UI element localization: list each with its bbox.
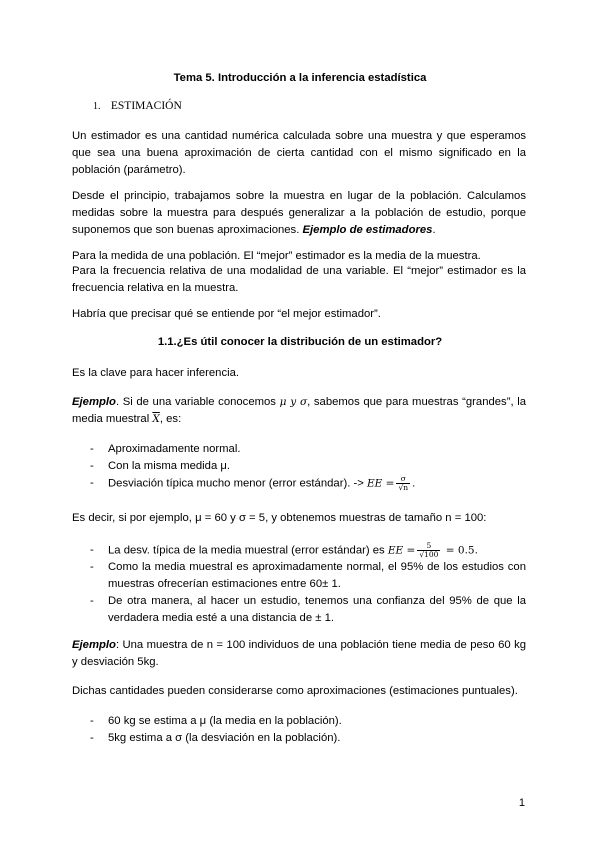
list-estimaciones — [90, 713, 526, 747]
paragraph-mejor-estimador: Habría que precisar qué se entiende por “el mejor estimador”. — [72, 308, 381, 320]
page-title: Tema 5. Introducción a la inferencia estadística — [173, 72, 427, 84]
list-consecuencias — [90, 542, 526, 627]
text-fragment: , sabemos que para muestras “grandes”, la media muestral — [72, 396, 526, 425]
list-item: - De otra manera, al hacer un estudio, tenemos una confianza del 95% de que la verdadera media esté a una distancia de ± 1. — [90, 593, 526, 627]
fraction-5-sqrt-100 — [417, 542, 440, 559]
paragraph-ejemplo-1 — [72, 394, 526, 428]
paragraph-end: . — [432, 224, 436, 236]
paragraph-ejemplo-2 — [72, 637, 526, 671]
ejemplo-label: Ejemplo — [72, 639, 116, 651]
paragraph-clave-inferencia: Es la clave para hacer inferencia. — [72, 367, 240, 379]
text-fragment: La desv. típica de la media muestral (error estándar) es — [108, 544, 388, 557]
paragraph-es-decir: Es decir, si por ejemplo, μ = 60 y σ = 5, y obtenemos muestras de tamaño n = 100: — [72, 512, 487, 524]
paragraph-muestra-poblacion — [72, 188, 526, 239]
list-item: - Como la media muestral es aproximadamente normal, el 95% de los estudios con muestras ofrecerían estimaciones entre 60± 1. — [90, 559, 526, 593]
list-item — [90, 475, 526, 492]
paragraph-text: Desde el principio, trabajamos sobre la muestra en lugar de la población. Calculamos medidas sobre la muestra para después generalizar a la población de estudio, porque suponemos que son buenas aproximaciones. — [72, 190, 526, 236]
list-item: - Con la misma medida μ. — [90, 458, 526, 475]
text-fragment: . Si de una variable conocemos — [115, 396, 280, 408]
math-ee: EE = — [367, 477, 395, 490]
math-x-bar: $\overline{X}$ — [152, 413, 160, 425]
fraction-sigma-sqrt-n — [396, 475, 410, 492]
section-number: 1. — [93, 101, 101, 112]
text-fragment: , es: — [159, 413, 182, 425]
list-item: - 60 kg se estima a μ (la media en la población). — [90, 713, 526, 730]
list-item — [90, 542, 526, 559]
section-heading-estimacion — [93, 100, 182, 112]
subsection-heading: 1.1.¿Es útil conocer la distribución de un estimador? — [157, 336, 443, 348]
fraction-denominator: √n — [398, 483, 409, 492]
text-fragment: Desviación típica mucho menor (error estándar). -> — [108, 477, 367, 490]
math-result: = 0.5. — [442, 544, 478, 557]
paragraph-aproximaciones: Dichas cantidades pueden considerarse como aproximaciones (estimaciones puntuales). — [72, 685, 518, 697]
paragraph-frecuencia-relativa: Para la frecuencia relativa de una modalidad de una variable. El “mejor” estimador es la frecuencia relativa en la muestra. — [72, 265, 526, 294]
ejemplo-estimadores-link-text: Ejemplo de estimadores — [302, 224, 433, 236]
ejemplo-label: Ejemplo — [72, 396, 116, 408]
fraction-denominator: √100 — [419, 550, 439, 559]
fraction-numerator: σ — [396, 475, 410, 484]
text-fragment: . — [412, 477, 416, 490]
page-number: 1 — [518, 797, 525, 809]
section-label: ESTIMACIÓN — [110, 100, 182, 112]
math-ee: EE = — [387, 544, 416, 557]
list-propiedades — [90, 441, 526, 492]
paragraph-estimador-definicion: Un estimador es una cantidad numérica calculada sobre una muestra y que esperamos que sea una buena aproximación de cierta cantidad con el mismo significado en la población (parámetro). — [72, 130, 526, 176]
math-mu-sigma: μ y σ — [279, 396, 308, 408]
paragraph-medida-poblacion: Para la medida de una población. El “mejor” estimador es la media de la muestra. — [72, 250, 481, 262]
list-item: - Aproximadamente normal. — [90, 441, 526, 458]
text-fragment: : Una muestra de n = 100 individuos de una población tiene media de peso 60 kg y desviación 5kg. — [72, 639, 526, 668]
fraction-numerator: 5 — [417, 542, 440, 551]
list-item: - 5kg estima a σ (la desviación en la población). — [90, 730, 526, 747]
